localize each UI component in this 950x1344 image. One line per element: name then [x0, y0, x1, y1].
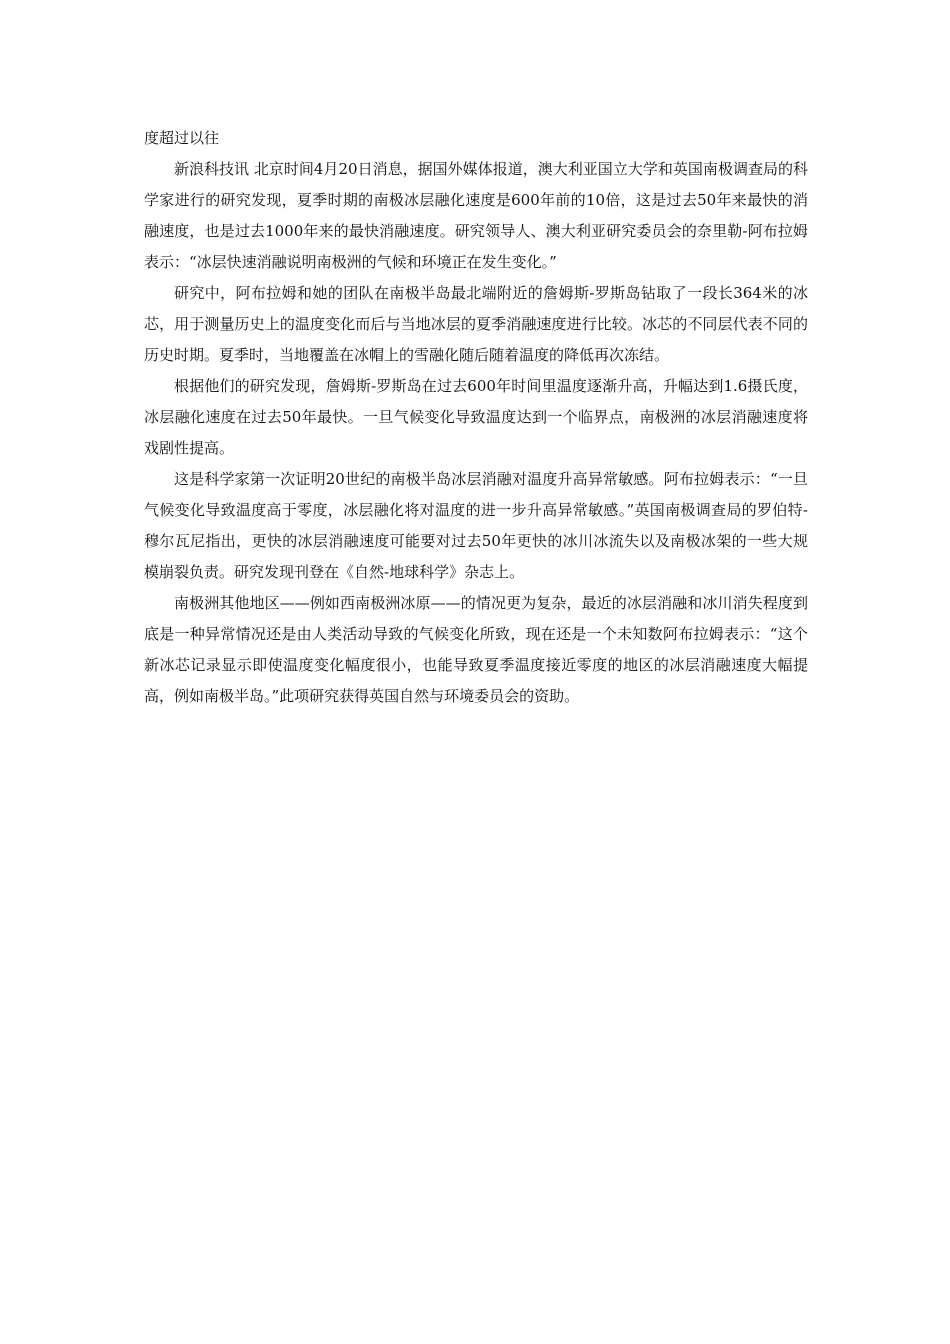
- paragraph-2: 研究中，阿布拉姆和她的团队在南极半岛最北端附近的詹姆斯-罗斯岛钻取了一段长364米的冰芯，用于测量历史上的温度变化而后与当地冰层的夏季消融速度进行比较。冰芯的不同层代表不同的历史时期。夏季时，当地覆盖在冰帽上的雪融化随后随着温度的降低再次冻结。: [144, 284, 808, 364]
- paragraph-5: 南极洲其他地区——例如西南极洲冰原——的情况更为复杂，最近的冰层消融和冰川消失程度到底是一种异常情况还是由人类活动导致的气候变化所致，现在还是一个未知数阿布拉姆表示：“这个新冰芯记录显示即使温度变化幅度很小，也能导致夏季温度接近零度的地区的冰层消融速度大幅提高，例如南极半岛。”此项研究获得英国自然与环境委员会的资助。: [144, 594, 808, 705]
- article-body: [144, 123, 808, 712]
- paragraph-3: 根据他们的研究发现，詹姆斯-罗斯岛在过去600年时间里温度逐渐升高，升幅达到1.6摄氏度，冰层融化速度在过去50年最快。一旦气候变化导致温度达到一个临界点，南极洲的冰层消融速度将戏剧性提高。: [144, 377, 808, 457]
- paragraph-1: 新浪科技讯 北京时间4月20日消息，据国外媒体报道，澳大利亚国立大学和英国南极调查局的科学家进行的研究发现，夏季时期的南极冰层融化速度是600年前的10倍，这是过去50年来最快的消融速度，也是过去1000年来的最快消融速度。研究领导人、澳大利亚研究委员会的奈里勒-阿布拉姆表示：“冰层快速消融说明南极洲的气候和环境正在发生变化。”: [144, 160, 808, 271]
- paragraph-4: 这是科学家第一次证明20世纪的南极半岛冰层消融对温度升高异常敏感。阿布拉姆表示：“一旦气候变化导致温度高于零度，冰层融化将对温度的进一步升高异常敏感。”英国南极调查局的罗伯特-穆尔瓦尼指出，更快的冰层消融速度可能要对过去50年更快的冰川冰流失以及南极冰架的一些大规模崩裂负责。研究发现刊登在《自然-地球科学》杂志上。: [144, 470, 808, 581]
- title-fragment: 度超过以往: [144, 129, 220, 147]
